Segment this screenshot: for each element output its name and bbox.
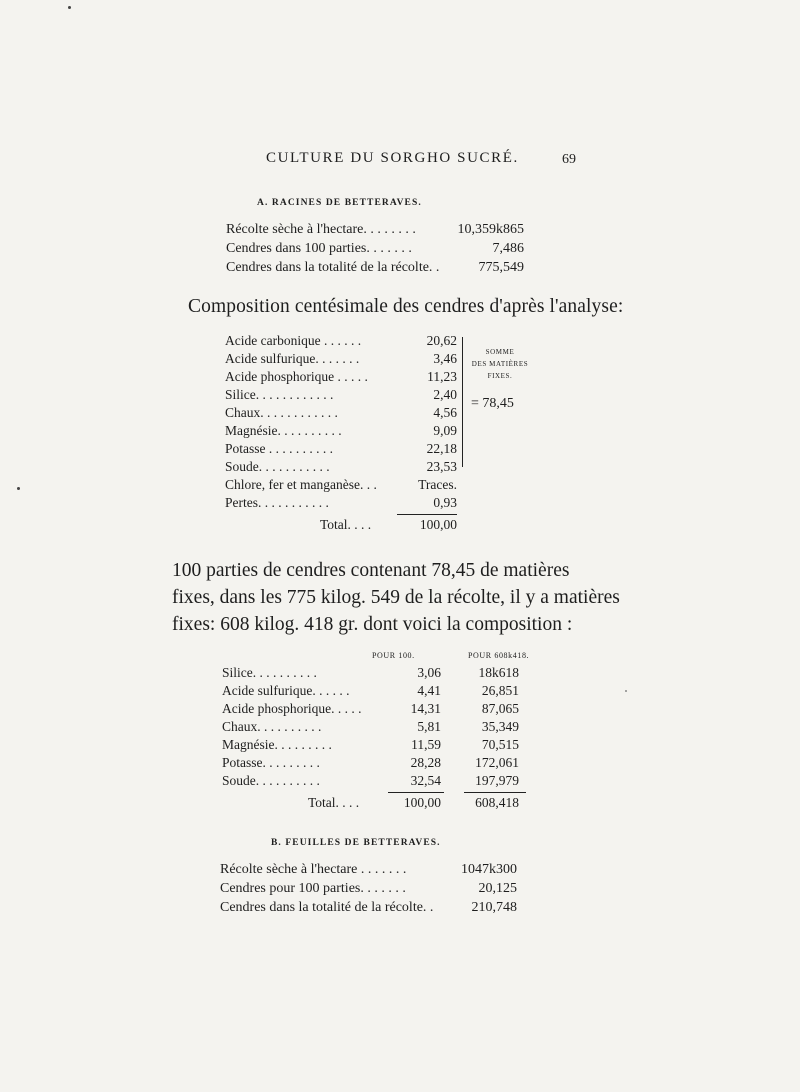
row-value-per-100: 14,31 <box>410 701 441 716</box>
table-row <box>225 369 457 387</box>
row-value-per-100: 32,54 <box>410 773 441 788</box>
row-value-per-100: 3,06 <box>417 665 441 680</box>
row-label: Acide phosphorique. . . . . <box>222 701 362 716</box>
total-per-100: 100,00 <box>403 795 441 810</box>
total-label: Total. . . . <box>308 795 360 810</box>
row-value-per-100: 5,81 <box>417 719 441 734</box>
row-value: 4,56 <box>433 405 457 420</box>
stat-value: 210,748 <box>471 900 517 915</box>
table-row <box>225 441 457 459</box>
stat-label: Récolte sèche à l'hectare . . . . . . . <box>220 862 407 877</box>
section-b-stats <box>220 862 517 922</box>
row-label: Silice. . . . . . . . . . . . <box>225 387 334 402</box>
stat-row <box>220 881 517 900</box>
total-label: Total. . . . <box>320 517 372 532</box>
stat-value: 10,359k865 <box>457 222 524 237</box>
table-row <box>225 333 457 351</box>
row-label: Soude. . . . . . . . . . <box>222 773 320 788</box>
row-value-total: 35,349 <box>481 719 519 734</box>
paper-speck <box>625 690 627 692</box>
brace-note-value: = 78,45 <box>471 396 514 411</box>
row-value: 22,18 <box>426 441 457 456</box>
section-a-title: A. RACINES DE BETTERAVES. <box>257 198 422 208</box>
stat-row <box>226 260 524 279</box>
row-label: Chaux. . . . . . . . . . . . <box>225 405 338 420</box>
table-row <box>222 683 527 701</box>
paper-speck <box>68 6 71 9</box>
stat-label: Cendres dans la totalité de la récolte. . <box>226 260 440 275</box>
table-row <box>222 755 527 773</box>
row-value-total: 26,851 <box>481 683 519 698</box>
brace-note <box>465 348 535 380</box>
total-row <box>225 517 457 535</box>
row-label: Chlore, fer et manganèse. . . <box>225 477 377 492</box>
row-label: Chaux. . . . . . . . . . <box>222 719 322 734</box>
row-value: 23,53 <box>426 459 457 474</box>
composition-table <box>225 333 457 543</box>
row-label: Soude. . . . . . . . . . . <box>225 459 330 474</box>
row-value-total: 18k618 <box>478 665 519 680</box>
table-row <box>225 495 457 513</box>
total-rule <box>397 514 457 515</box>
row-value: 11,23 <box>427 369 457 384</box>
stat-row <box>220 900 517 919</box>
table-row <box>225 477 457 495</box>
total-rule-col2 <box>464 792 526 793</box>
col1-header: POUR 100. <box>372 651 415 660</box>
table-row <box>222 701 527 719</box>
row-label: Potasse. . . . . . . . . <box>222 755 320 770</box>
stat-value: 7,486 <box>492 241 524 256</box>
row-value-total: 70,515 <box>481 737 519 752</box>
row-value-total: 87,065 <box>481 701 519 716</box>
row-value: 3,46 <box>433 351 457 366</box>
row-value: 20,62 <box>426 333 457 348</box>
row-value-total: 197,979 <box>475 773 519 788</box>
row-label: Potasse . . . . . . . . . . <box>225 441 333 456</box>
row-value-per-100: 11,59 <box>411 737 441 752</box>
stat-value: 20,125 <box>478 881 517 896</box>
running-title: CULTURE DU SORGHO SUCRÉ. <box>266 150 519 166</box>
table-row <box>222 737 527 755</box>
total-rule-col1 <box>388 792 444 793</box>
table-row <box>222 665 527 683</box>
row-value: 2,40 <box>433 387 457 402</box>
fixed-matter-table <box>222 651 530 821</box>
stat-label: Cendres dans la totalité de la récolte. . <box>220 900 434 915</box>
stat-value: 775,549 <box>478 260 524 275</box>
total-value: 100,00 <box>419 517 457 532</box>
total-row <box>222 795 527 813</box>
table-row <box>222 773 527 791</box>
table-row <box>225 423 457 441</box>
row-label: Acide sulfurique. . . . . . . <box>225 351 360 366</box>
total-value: 608,418 <box>475 795 519 810</box>
brace-line <box>462 337 463 467</box>
row-value: 0,93 <box>433 495 457 510</box>
table-row <box>225 351 457 369</box>
stat-row <box>220 862 517 881</box>
col2-header: POUR 608k418. <box>468 651 530 660</box>
table-row <box>225 387 457 405</box>
row-label: Magnésie. . . . . . . . . . <box>225 423 342 438</box>
page-number: 69 <box>562 152 576 167</box>
section-a-stats <box>226 222 524 282</box>
stat-label: Cendres dans 100 parties. . . . . . . <box>226 241 412 256</box>
stat-value: 1047k300 <box>461 862 517 877</box>
paragraph-line: fixes, dans les 775 kilog. 549 de la récolte, il y a matières <box>172 587 620 608</box>
row-label: Silice. . . . . . . . . . <box>222 665 317 680</box>
row-value-total: 172,061 <box>475 755 519 770</box>
row-label: Acide carbonique . . . . . . <box>225 333 362 348</box>
row-value: 9,09 <box>433 423 457 438</box>
brace-note-line2: DES MATIÈRES <box>471 360 529 368</box>
table-row <box>225 405 457 423</box>
brace-note-line3: FIXES. <box>487 372 513 380</box>
brace-note-line1: SOMME <box>485 348 515 356</box>
row-value: Traces. <box>418 477 457 492</box>
row-value-per-100: 4,41 <box>417 683 441 698</box>
table-row <box>225 459 457 477</box>
row-label: Pertes. . . . . . . . . . . <box>225 495 329 510</box>
composition-heading: Composition centésimale des cendres d'après l'analyse: <box>188 296 624 317</box>
section-b-title: B. FEUILLES DE BETTERAVES. <box>271 838 441 848</box>
stat-row <box>226 222 524 241</box>
row-label: Magnésie. . . . . . . . . <box>222 737 332 752</box>
stat-label: Cendres pour 100 parties. . . . . . . <box>220 881 406 896</box>
stat-label: Récolte sèche à l'hectare. . . . . . . . <box>226 222 416 237</box>
row-label: Acide phosphorique . . . . . <box>225 369 368 384</box>
paper-speck <box>17 487 20 490</box>
row-label: Acide sulfurique. . . . . . <box>222 683 350 698</box>
row-value-per-100: 28,28 <box>410 755 441 770</box>
stat-row <box>226 241 524 260</box>
paragraph-line: 100 parties de cendres contenant 78,45 de matières <box>172 560 570 581</box>
table-row <box>222 719 527 737</box>
paragraph-line: fixes: 608 kilog. 418 gr. dont voici la composition : <box>172 614 573 635</box>
